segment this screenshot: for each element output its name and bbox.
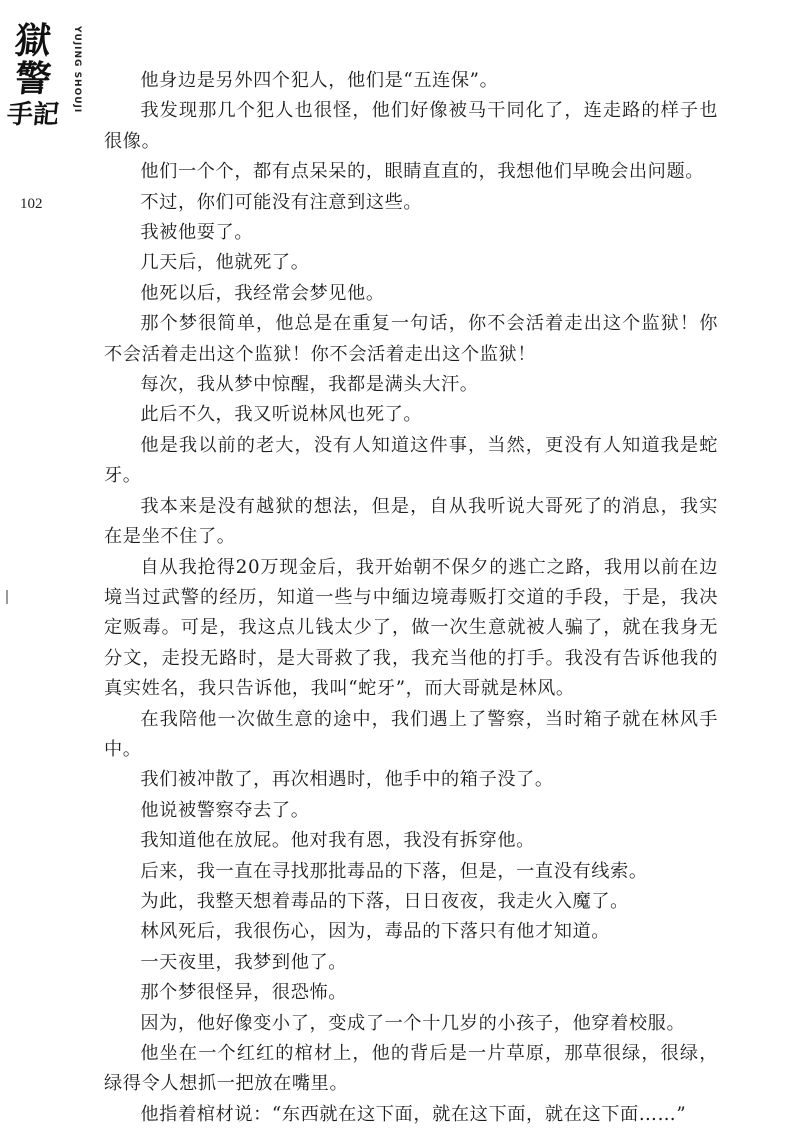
- paragraph: 我发现那几个犯人也很怪，他们好像被马干同化了，连走路的样子也很像。: [104, 100, 718, 152]
- paragraph: 他指着棺材说：“东西就在这下面，就在这下面，就在这下面……”: [140, 1103, 687, 1125]
- paragraph: 不过，你们可能没有注意到这些。: [140, 191, 423, 213]
- paragraph: 一天夜里，我梦到他了。: [140, 951, 348, 973]
- logo-char-1: 獄: [12, 20, 54, 62]
- paragraph: 他们一个个，都有点呆呆的，眼睛直直的，我想他们早晚会出问题。: [140, 161, 705, 183]
- paragraph: 他是我以前的老大，没有人知道这件事，当然，更没有人知道我是蛇牙。: [104, 434, 718, 487]
- paragraph: 后来，我一直在寻找那批毒品的下落，但是，一直没有线索。: [140, 860, 648, 882]
- paragraph: 他说被警察夺去了。: [140, 799, 310, 821]
- paragraph: 那个梦很简单，他总是在重复一句话，你不会活着走出这个监狱！你不会活着走出这个监狱！你不会活着走出这个监狱！: [104, 313, 718, 365]
- paragraph: 他坐在一个红红的棺材上，他的背后是一片草原，那草很绿，很绿，绿得令人想抓一把放在嘴里。: [104, 1043, 718, 1095]
- paragraph: 我被他耍了。: [140, 222, 254, 244]
- logo-char-2: 警: [12, 58, 54, 100]
- body-text: [104, 66, 718, 1130]
- logo-title: [2, 22, 64, 132]
- book-title-logo: [2, 22, 94, 192]
- paragraph: 我们被冲散了，再次相遇时，他手中的箱子没了。: [140, 769, 554, 791]
- paragraph: 林风死后，我很伤心，因为，毒品的下落只有他才知道。: [140, 921, 611, 943]
- scan-margin-mark: [6, 590, 8, 604]
- paragraph: 此后不久，我又听说林风也死了。: [140, 404, 423, 426]
- paragraph: 他死以后，我经常会梦见他。: [140, 282, 385, 304]
- paragraph: 为此，我整天想着毒品的下落，日日夜夜，我走火入魔了。: [140, 890, 629, 912]
- paragraph: 自从我抢得20万现金后，我开始朝不保夕的逃亡之路，我用以前在边境当过武警的经历，知道一些与中缅边境毒贩打交道的手段，于是，我决定贩毒。可是，我这点儿钱太少了，做一次生意就被人骗了，就在我身无分文，走投无路时，是大哥救了我，我充当他的打手。我没有告诉他我的真实姓名，我只告诉他，我叫“蛇牙”，而大哥就是林风。: [104, 556, 718, 700]
- paragraph: 每次，我从梦中惊醒，我都是满头大汗。: [140, 374, 479, 396]
- paragraph: 我知道他在放屁。他对我有恩，我没有拆穿他。: [140, 830, 535, 852]
- paragraph: 在我陪他一次做生意的途中，我们遇上了警察，当时箱子就在林风手中。: [104, 708, 718, 760]
- paragraph: 那个梦很怪异，很恐怖。: [140, 982, 348, 1004]
- logo-pinyin: YUJING SHOUJI: [72, 26, 82, 114]
- logo-char-3: 手記: [5, 100, 61, 130]
- paragraph: 他身边是另外四个犯人，他们是“五连保”。: [140, 70, 499, 91]
- paragraph: 我本来是没有越狱的想法，但是，自从我听说大哥死了的消息，我实在是坐不住了。: [104, 495, 718, 548]
- page-number: 102: [20, 196, 43, 212]
- paragraph: 几天后，他就死了。: [140, 252, 310, 274]
- paragraph: 因为，他好像变小了，变成了一个十几岁的小孩子，他穿着校服。: [140, 1012, 686, 1034]
